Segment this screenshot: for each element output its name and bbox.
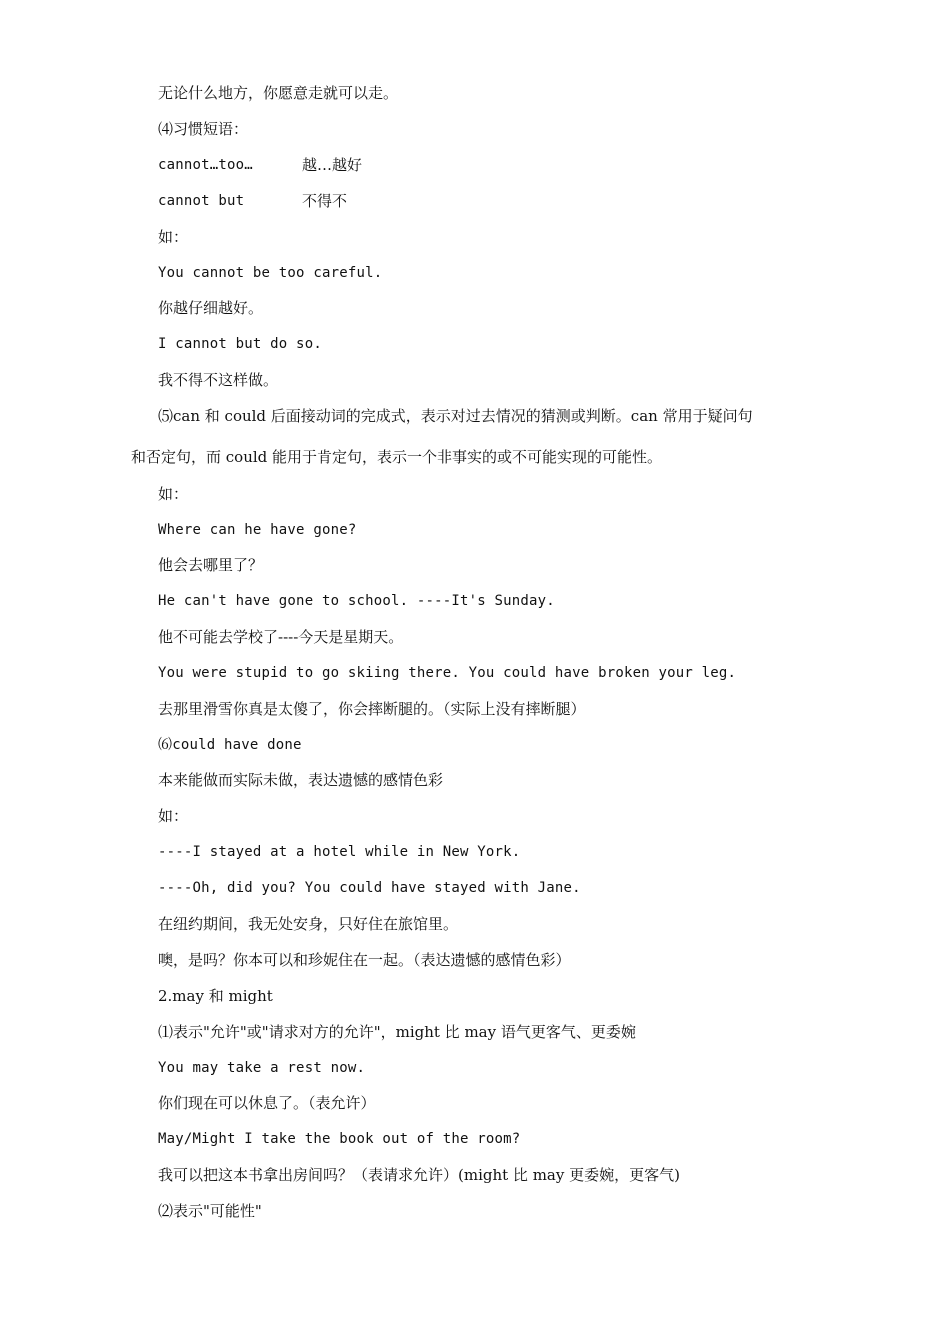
section-heading: 2.may 和 might bbox=[158, 987, 273, 1005]
example-english: You cannot be too careful. bbox=[158, 265, 383, 281]
example-label: 如： bbox=[158, 485, 189, 503]
section-heading: ⑷习惯短语： bbox=[158, 120, 249, 138]
example-english: You were stupid to go skiing there. You could have broken your leg. bbox=[158, 665, 737, 681]
phrase-chinese: 不得不 bbox=[302, 192, 348, 210]
example-english: Where can he have gone? bbox=[158, 522, 357, 538]
example-english: ----Oh, did you? You could have stayed with Jane. bbox=[158, 880, 581, 896]
example-label: 如： bbox=[158, 228, 189, 246]
example-chinese: 我不得不这样做。 bbox=[158, 371, 279, 389]
phrase-chinese: 越…越好 bbox=[302, 156, 363, 174]
example-english: ----I stayed at a hotel while in New York. bbox=[158, 844, 521, 860]
example-label: 如： bbox=[158, 807, 189, 825]
example-chinese: 噢，是吗？你本可以和珍妮住在一起。（表达遗憾的感情色彩） bbox=[158, 951, 571, 969]
section-heading: ⑸can 和 could 后面接动词的完成式，表示对过去情况的猜测或判断。can 常用于疑问句 bbox=[158, 407, 753, 425]
section-heading: ⑴表示"允许"或"请求对方的允许"，might 比 may 语气更客气、更委婉 bbox=[158, 1023, 636, 1041]
example-chinese: 你们现在可以休息了。（表允许） bbox=[158, 1094, 376, 1112]
example-english: I cannot but do so. bbox=[158, 336, 322, 352]
example-english: May/Might I take the book out of the room? bbox=[158, 1131, 521, 1147]
phrase-english: cannot but bbox=[158, 193, 245, 209]
example-english: He can't have gone to school. ----It's Sunday. bbox=[158, 593, 555, 609]
section-heading: ⑹could have done bbox=[158, 737, 302, 753]
example-chinese: 去那里滑雪你真是太傻了，你会摔断腿的。（实际上没有摔断腿） bbox=[158, 700, 586, 718]
example-chinese: 在纽约期间，我无处安身，只好住在旅馆里。 bbox=[158, 915, 459, 933]
example-english: You may take a rest now. bbox=[158, 1060, 366, 1076]
example-chinese: 他不可能去学校了----今天是星期天。 bbox=[158, 628, 404, 646]
example-chinese: 我可以把这本书拿出房间吗？（表请求允许）(might 比 may 更委婉，更客气) bbox=[158, 1166, 680, 1184]
text-line: 无论什么地方，你愿意走就可以走。 bbox=[158, 84, 399, 102]
example-chinese: 他会去哪里了？ bbox=[158, 556, 264, 574]
example-chinese: 你越仔细越好。 bbox=[158, 299, 264, 317]
text-line: 本来能做而实际未做，表达遗憾的感情色彩 bbox=[158, 771, 444, 789]
section-heading: ⑵表示"可能性" bbox=[158, 1202, 262, 1220]
text-line: 和否定句，而 could 能用于肯定句，表示一个非事实的或不可能实现的可能性。 bbox=[131, 448, 663, 466]
phrase-english: cannot…too… bbox=[158, 157, 253, 173]
